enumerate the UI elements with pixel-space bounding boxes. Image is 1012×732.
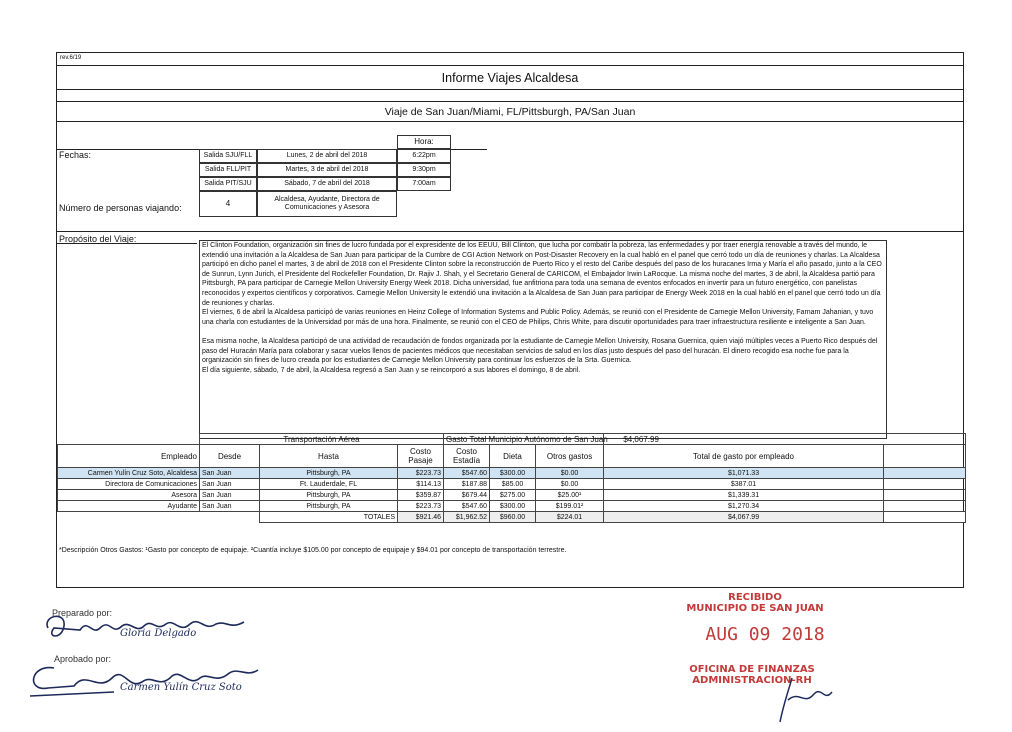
cell-empleado: Directora de Comunicaciones <box>58 479 200 490</box>
fecha-1: Lunes, 2 de abril del 2018 <box>257 149 397 163</box>
otros-gastos-note: *Descripción Otros Gastos: ¹Gasto por concepto de equipaje. ²Cuantía incluye $105.00 por concepto de equipaje y $94.01 por concepto de transportación terrestre. <box>59 547 567 554</box>
gasto-total-header: Gasto Total Municipio Autónomo de San Juan $4,067.99 <box>444 434 604 445</box>
cell-dieta: $85.00 <box>490 479 536 490</box>
col-desde: Desde <box>200 445 260 468</box>
preparado-signature-name: Gloria Delgado <box>120 628 197 639</box>
salida-3: Salida PIT/SJU <box>199 177 257 191</box>
cell-otros: $0.00 <box>536 479 604 490</box>
stamp-line: OFICINA DE FINANZAS <box>689 664 815 675</box>
table-row <box>58 468 966 479</box>
proposito-paragraph: El Clinton Foundation, organización sin fines de lucro fundada por el expresidente de los EEUU, Bill Clinton, que lucha por combatir la pobreza, las enfermedades y por traer energía renovable a través del mundo, le extendió una invitación a la Alcaldesa de San Juan para participar de la Cumbre de CGI Action Network on Post-Disaster Recovery en la cual habló en el panel que cerró todo un día de reuniones y charlas. La Alcaldesa participó en dicho panel el martes, 3 de abril de 2018 con el Presidente Clinton sobre la reconstrucción de Puerto Rico y el resto del Caribe después del paso de los huracanes Irma y María el año pasado, junto a la CEO de Sunrun, Lynn Jurich, el Presidente del Rockefeller Foundation, Dr. Rajiv J. Shah, y el Secretario General de CARICOM, el Embajador Irwin LaRocque. La misma noche del martes, 3 de abril, la Alcaldesa partió para Pittsburgh, PA para participar de Carnegie Mellon University Energy Week 2018. Dicha universidad, fue anfitriona para toda una semana de eventos enfocados en invertir para un futuro energético, con panelistas reconocidos y expertos científicos y corporativos. Carnegie Mellon University le extendió una invitación a la Alcaldesa de San Juan para participar de Energy Week 2018 en la cual habló en el panel que cerró todo un día de reuniones y charlas. <box>202 242 882 307</box>
fecha-3: Sábado, 7 de abril del 2018 <box>257 177 397 191</box>
total-estadia: $1,962.52 <box>444 512 490 523</box>
table-row <box>58 501 966 512</box>
col-otros: Otros gastos <box>536 445 604 468</box>
proposito-paragraph: El día siguiente, sábado, 7 de abril, la Alcaldesa regresó a San Juan y se reincorporó a sus labores el domingo, 8 de abril. <box>202 366 581 374</box>
cell-otros: $199.01² <box>536 501 604 512</box>
expense-table <box>57 433 966 523</box>
personas-desc: Alcaldesa, Ayudante, Directora de Comunicaciones y Asesora <box>257 191 397 217</box>
fecha-2: Martes, 3 de abril del 2018 <box>257 163 397 177</box>
signature-icon <box>24 648 264 704</box>
preparado-label: Preparado por: <box>52 608 113 618</box>
cell-otros: $0.00 <box>536 468 604 479</box>
hora-3: 7:00am <box>397 177 451 191</box>
cell-empleado: Carmen Yulín Cruz Soto, Alcaldesa <box>58 468 200 479</box>
cell-empleado: Asesora <box>58 490 200 501</box>
cell-pasaje: $223.73 <box>398 468 444 479</box>
transporte-header: Transportación Aérea <box>200 434 444 445</box>
stamp-date: AUG 09 2018 <box>705 624 825 645</box>
salida-1: Salida SJU/FLL <box>199 149 257 163</box>
received-stamp <box>680 592 830 614</box>
cell-estadia: $187.88 <box>444 479 490 490</box>
aprobado-signature-name: Carmen Yulín Cruz Soto <box>120 682 242 693</box>
cell-dieta: $300.00 <box>490 501 536 512</box>
stamp-line: RECIBIDO <box>728 592 782 603</box>
personas-count: 4 <box>199 191 257 217</box>
cell-empleado: Ayudante <box>58 501 200 512</box>
hora-1: 6:22pm <box>397 149 451 163</box>
hora-2: 9:30pm <box>397 163 451 177</box>
cell-estadia: $547.60 <box>444 468 490 479</box>
proposito-label: Propósito del Viaje: <box>59 234 137 244</box>
fechas-label: Fechas: <box>59 150 92 160</box>
totals-label: TOTALES <box>260 512 398 523</box>
divider <box>57 121 963 122</box>
col-empleado: Empleado <box>58 445 200 468</box>
cell-total: $1,339.31 <box>604 490 884 501</box>
cell-hasta: Pittsburgh, PA <box>260 490 398 501</box>
report-sheet <box>56 52 964 588</box>
col-pasaje: Costo Pasaje <box>398 445 444 468</box>
cell-desde: San Juan <box>200 490 260 501</box>
proposito-text <box>199 240 887 439</box>
cell-total: $1,270.34 <box>604 501 884 512</box>
cell-pasaje: $223.73 <box>398 501 444 512</box>
cell-desde: San Juan <box>200 479 260 490</box>
cell-hasta: Pittsburgh, PA <box>260 468 398 479</box>
total-dieta: $960.00 <box>490 512 536 523</box>
cell-total: $1,071.33 <box>604 468 884 479</box>
proposito-paragraph: Esa misma noche, la Alcaldesa participó de una actividad de recaudación de fondos organizada por la estudiante de Carnegie Mellon University, Rosana Guernica, quien viajó múltiples veces a Puerto Rico después del paso del Huracán María para colaborar y sacar vuelos llenos de pacientes médicos que necesitaban servicios de salud en los días justo después del paso del huracán. El dinero recogido esa noche fue para la organización sin fines de lucro creada por los estudiantes de Carnegie Mellon University para continuar los esfuerzos de la Srta. Guernica. <box>202 337 878 365</box>
signature-icon <box>40 606 260 646</box>
total-general: $4,067.99 <box>604 512 884 523</box>
aprobado-label: Aprobado por: <box>54 654 112 664</box>
cell-pasaje: $359.87 <box>398 490 444 501</box>
total-otros: $224.01 <box>536 512 604 523</box>
cell-pasaje: $114.13 <box>398 479 444 490</box>
cell-estadia: $547.60 <box>444 501 490 512</box>
table-row <box>58 479 966 490</box>
initials-icon <box>770 672 840 726</box>
cell-total: $387.01 <box>604 479 884 490</box>
trip-title: Viaje de San Juan/Miami, FL/Pittsburgh, PA/San Juan <box>384 106 636 118</box>
divider <box>57 243 197 244</box>
hora-header: Hora: <box>397 135 451 149</box>
divider <box>57 231 963 232</box>
col-total: Total de gasto por empleado <box>604 445 884 468</box>
divider <box>57 89 963 90</box>
stamp-line: ADMINISTRACION-RH <box>692 675 812 686</box>
report-title: Informe Viajes Alcaldesa <box>441 71 579 85</box>
revision-label: rev.6/19 <box>60 55 82 61</box>
totals-row <box>58 512 966 523</box>
col-estadia: Costo Estadía <box>444 445 490 468</box>
preparado-signature <box>40 606 260 646</box>
personas-label: Número de personas viajando: <box>59 203 182 213</box>
cell-desde: San Juan <box>200 501 260 512</box>
cell-otros: $25.00¹ <box>536 490 604 501</box>
cell-estadia: $679.44 <box>444 490 490 501</box>
aprobado-signature <box>24 648 264 704</box>
total-pasaje: $921.46 <box>398 512 444 523</box>
table-row <box>58 490 966 501</box>
proposito-paragraph: El viernes, 6 de abril la Alcaldesa participó de varias reuniones en Heinz College of Information Systems and Public Policy. Además, se reunió con el Presidente de Carnegie Mellon University, Farnam Jahanian, y tuvo una charla con estudiantes de la Universidad por más de una hora. Finalmente, se reunió con el CEO de Philips, Chris White, para discutir oportunidades para traer infraestructura resiliente e inteligente a San Juan. <box>202 309 874 326</box>
cell-dieta: $275.00 <box>490 490 536 501</box>
divider <box>57 101 963 102</box>
cell-desde: San Juan <box>200 468 260 479</box>
cell-hasta: Ft. Lauderdale, FL <box>260 479 398 490</box>
cell-hasta: Pittsburgh, PA <box>260 501 398 512</box>
col-dieta: Dieta <box>490 445 536 468</box>
divider <box>57 65 963 66</box>
cell-dieta: $300.00 <box>490 468 536 479</box>
col-hasta: Hasta <box>260 445 398 468</box>
stamp-line: MUNICIPIO DE SAN JUAN <box>686 603 824 614</box>
salida-2: Salida FLL/PIT <box>199 163 257 177</box>
